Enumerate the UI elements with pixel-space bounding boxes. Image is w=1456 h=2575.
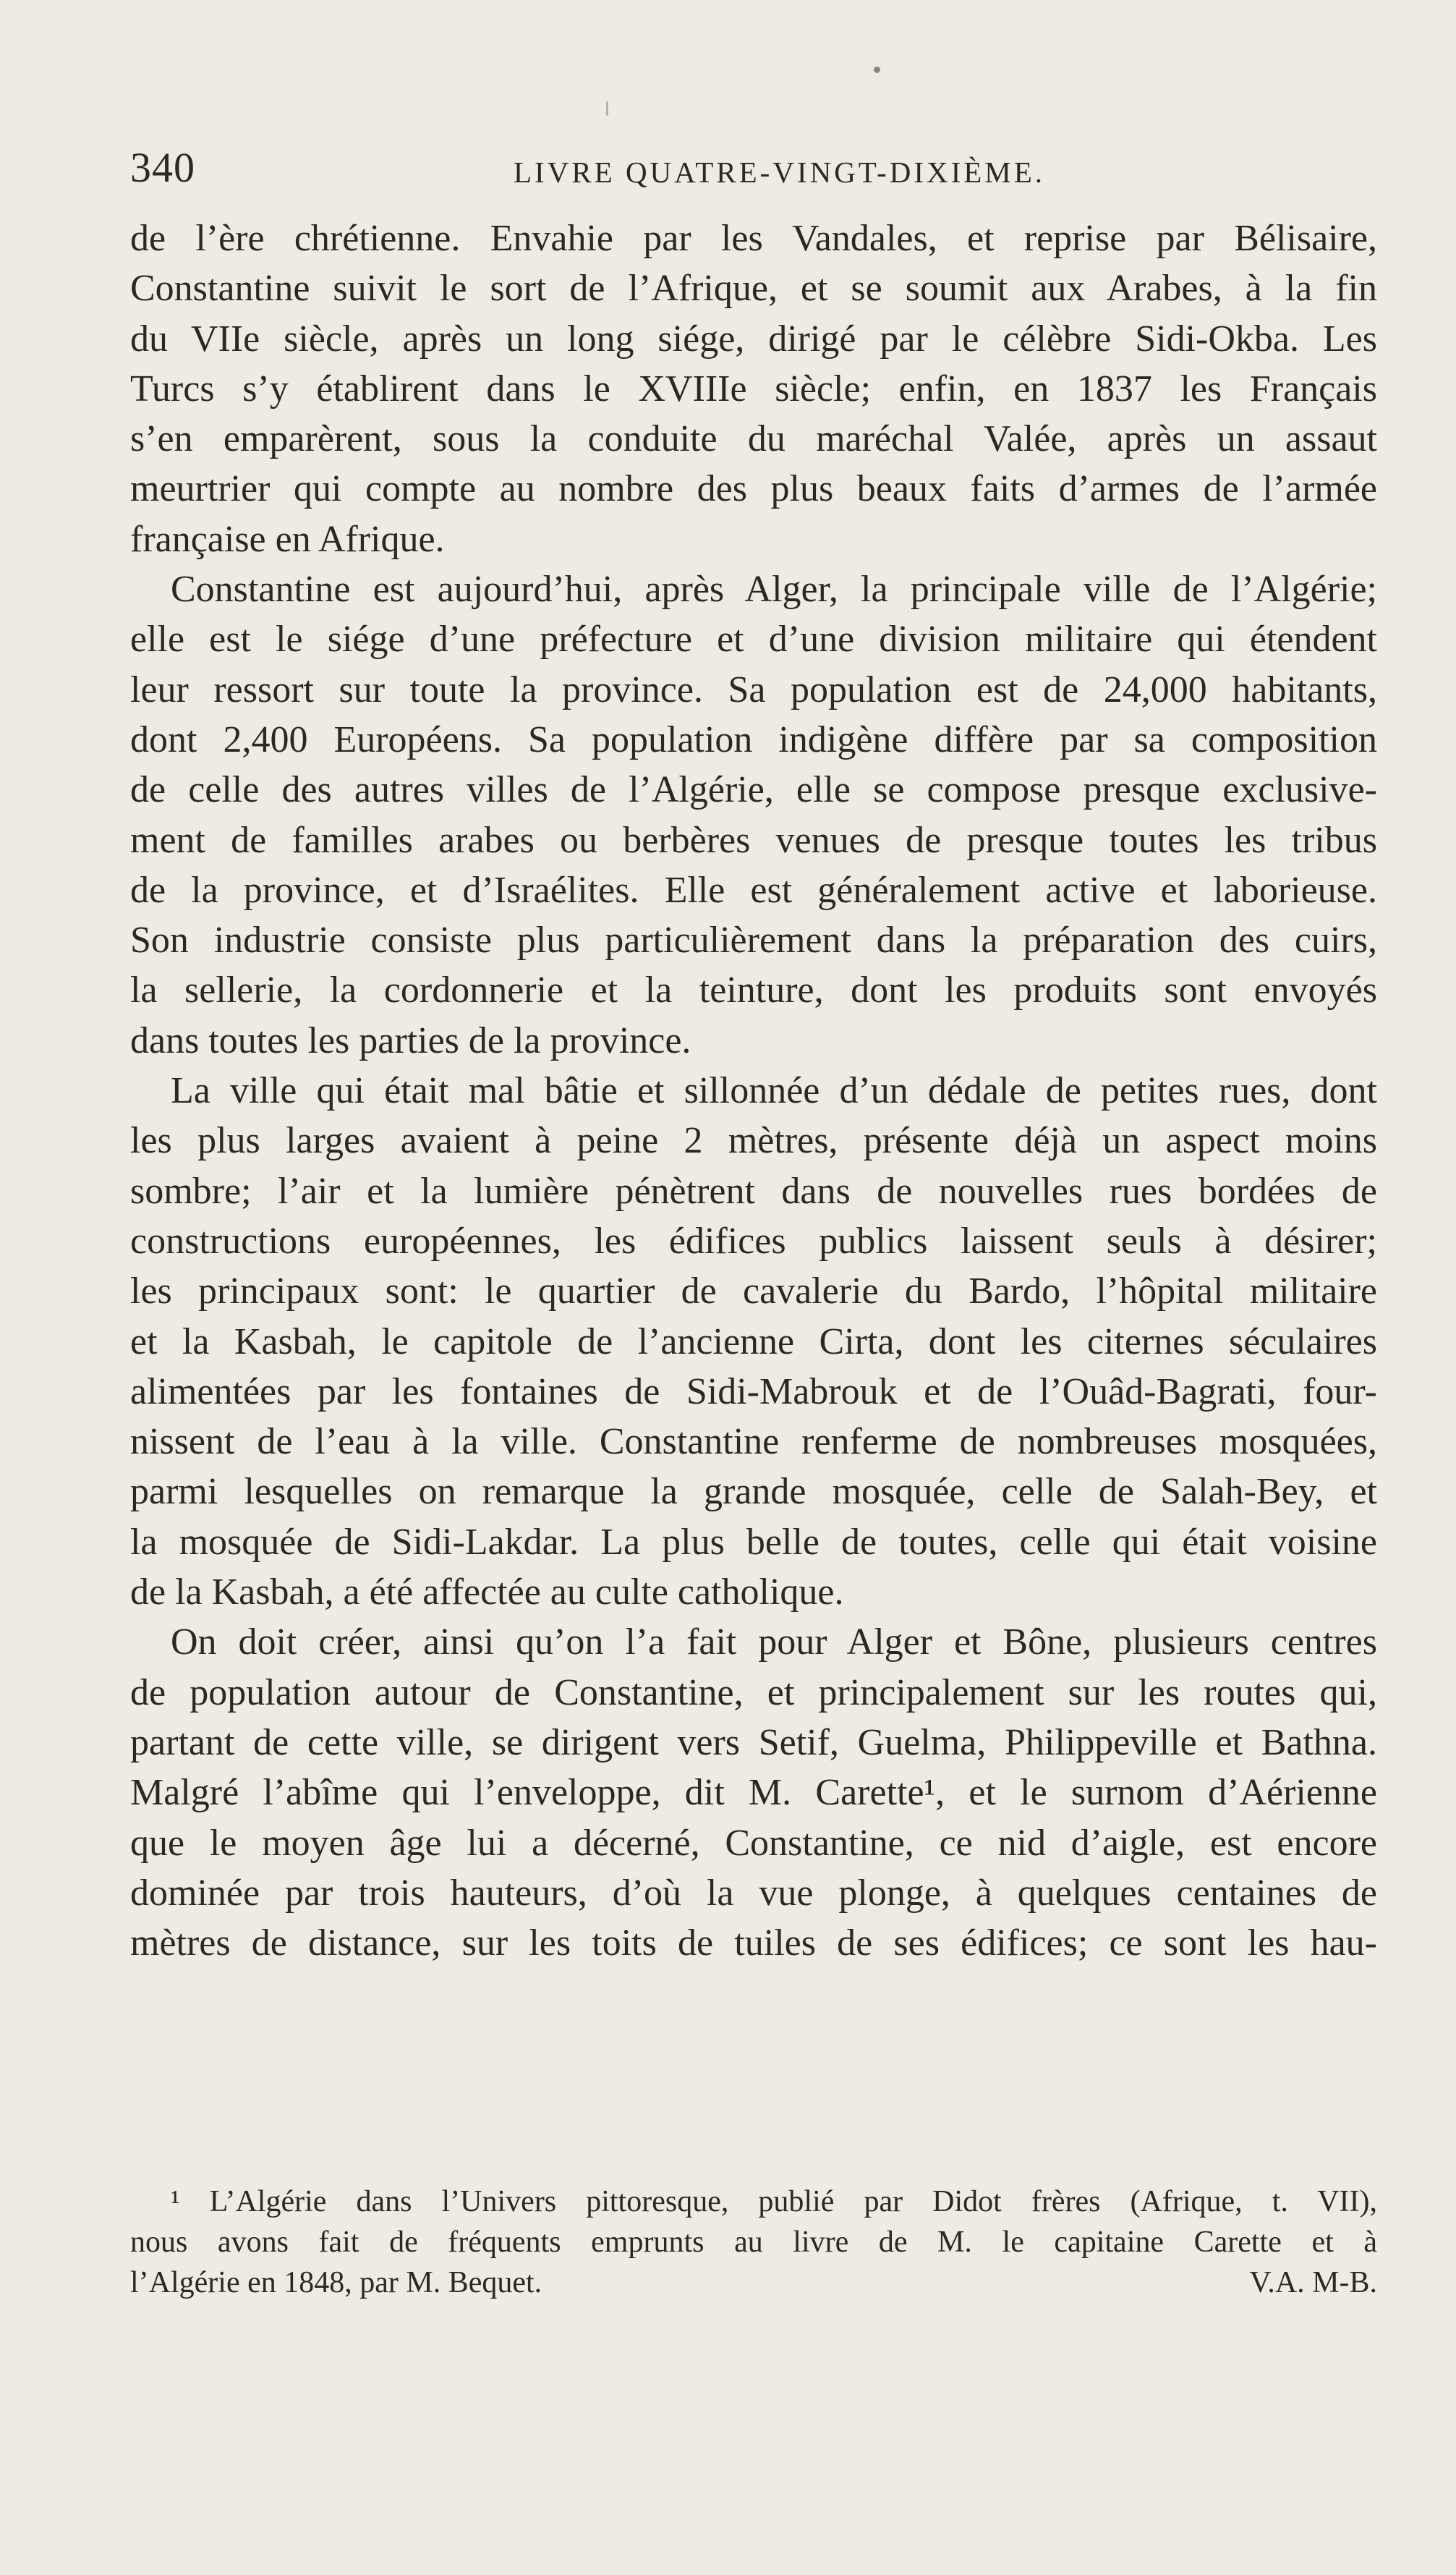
text-line: de population autour de Constantine, et principalement sur les routes qui, bbox=[130, 1671, 1377, 1713]
text-line: elle est le siége d’une préfecture et d’une division militaire qui étendent bbox=[130, 619, 1377, 661]
body-text bbox=[130, 213, 1377, 1968]
page-number: 340 bbox=[130, 144, 195, 191]
text-line: du VIIe siècle, après un long siége, dirigé par le célèbre Sidi-Okba. Les bbox=[130, 318, 1377, 360]
text-line: meurtrier qui compte au nombre des plus beaux faits d’armes de l’armée bbox=[130, 468, 1377, 510]
footnotes bbox=[130, 2181, 1377, 2303]
paper-speck bbox=[874, 67, 880, 73]
text-line: les principaux sont: le quartier de cavalerie du Bardo, l’hôpital militaire bbox=[130, 1270, 1377, 1312]
running-head bbox=[130, 143, 1389, 194]
text-line: Constantine suivit le sort de l’Afrique, et se soumit aux Arabes, à la fin bbox=[130, 268, 1377, 310]
text-line: mètres de distance, sur les toits de tuiles de ses édifices; ce sont les hau- bbox=[130, 1922, 1377, 1964]
text-line: de celle des autres villes de l’Algérie, elle se compose presque exclusive- bbox=[130, 769, 1377, 811]
footnote-line: ¹ L’Algérie dans l’Univers pittoresque, publié par Didot frères (Afrique, t. VII), bbox=[171, 2185, 1377, 2218]
text-line: française en Afrique. bbox=[130, 518, 445, 560]
running-title: LIVRE QUATRE-VINGT-DIXIÈME. bbox=[514, 156, 1046, 189]
footnote-signature: V.A. M-B. bbox=[1249, 2266, 1377, 2299]
text-line: dominée par trois hauteurs, d’où la vue plonge, à quelques centaines de bbox=[130, 1872, 1377, 1914]
text-line: s’en emparèrent, sous la conduite du maréchal Valée, après un assaut bbox=[130, 418, 1377, 460]
footnote-line: l’Algérie en 1848, par M. Bequet. bbox=[130, 2266, 542, 2299]
footnote-line: nous avons fait de fréquents emprunts au livre de M. le capitaine Carette et à bbox=[130, 2226, 1377, 2259]
text-line: les plus larges avaient à peine 2 mètres, présente déjà un aspect moins bbox=[130, 1120, 1377, 1162]
text-line: leur ressort sur toute la province. Sa population est de 24,000 habitants, bbox=[130, 669, 1377, 710]
text-line: que le moyen âge lui a décerné, Constantine, ce nid d’aigle, est encore bbox=[130, 1822, 1377, 1864]
text-line: la sellerie, la cordonnerie et la teinture, dont les produits sont envoyés bbox=[130, 970, 1377, 1011]
text-line: ment de familles arabes ou berbères venues de presque toutes les tribus bbox=[130, 819, 1377, 861]
text-line: dont 2,400 Européens. Sa population indigène diffère par sa composition bbox=[130, 718, 1377, 760]
text-line: Malgré l’abîme qui l’enveloppe, dit M. Carette¹, et le surnom d’Aérienne bbox=[130, 1772, 1377, 1814]
text-line: la mosquée de Sidi-Lakdar. La plus belle de toutes, celle qui était voisine bbox=[130, 1521, 1377, 1563]
text-line: de la province, et d’Israélites. Elle est généralement active et laborieuse. bbox=[130, 869, 1377, 911]
text-line: et la Kasbah, le capitole de l’ancienne Cirta, dont les citernes séculaires bbox=[130, 1320, 1377, 1362]
text-line: Son industrie consiste plus particulièrement dans la préparation des cuirs, bbox=[130, 920, 1377, 962]
text-line: alimentées par les fontaines de Sidi-Mabrouk et de l’Ouâd-Bagrati, four- bbox=[130, 1370, 1377, 1412]
text-line: La ville qui était mal bâtie et sillonnée d’un dédale de petites rues, dont bbox=[171, 1070, 1377, 1112]
text-line: On doit créer, ainsi qu’on l’a fait pour Alger et Bône, plusieurs centres bbox=[171, 1621, 1377, 1663]
text-line: de la Kasbah, a été affectée au culte catholique. bbox=[130, 1571, 844, 1613]
text-line: sombre; l’air et la lumière pénètrent dans de nouvelles rues bordées de bbox=[130, 1170, 1377, 1212]
text-line: Constantine est aujourd’hui, après Alger, la principale ville de l’Algérie; bbox=[171, 569, 1377, 611]
text-line: de l’ère chrétienne. Envahie par les Vandales, et reprise par Bélisaire, bbox=[130, 218, 1377, 259]
paper-speck bbox=[606, 101, 608, 116]
text-line: partant de cette ville, se dirigent vers Setif, Guelma, Philippeville et Bathna. bbox=[130, 1721, 1377, 1763]
text-line: parmi lesquelles on remarque la grande mosquée, celle de Salah-Bey, et bbox=[130, 1471, 1377, 1513]
text-line: dans toutes les parties de la province. bbox=[130, 1019, 691, 1061]
text-line: nissent de l’eau à la ville. Constantine renferme de nombreuses mosquées, bbox=[130, 1421, 1377, 1463]
text-line: Turcs s’y établirent dans le XVIIIe siècle; enfin, en 1837 les Français bbox=[130, 368, 1377, 410]
text-line: constructions européennes, les édifices publics laissent seuls à désirer; bbox=[130, 1220, 1377, 1262]
